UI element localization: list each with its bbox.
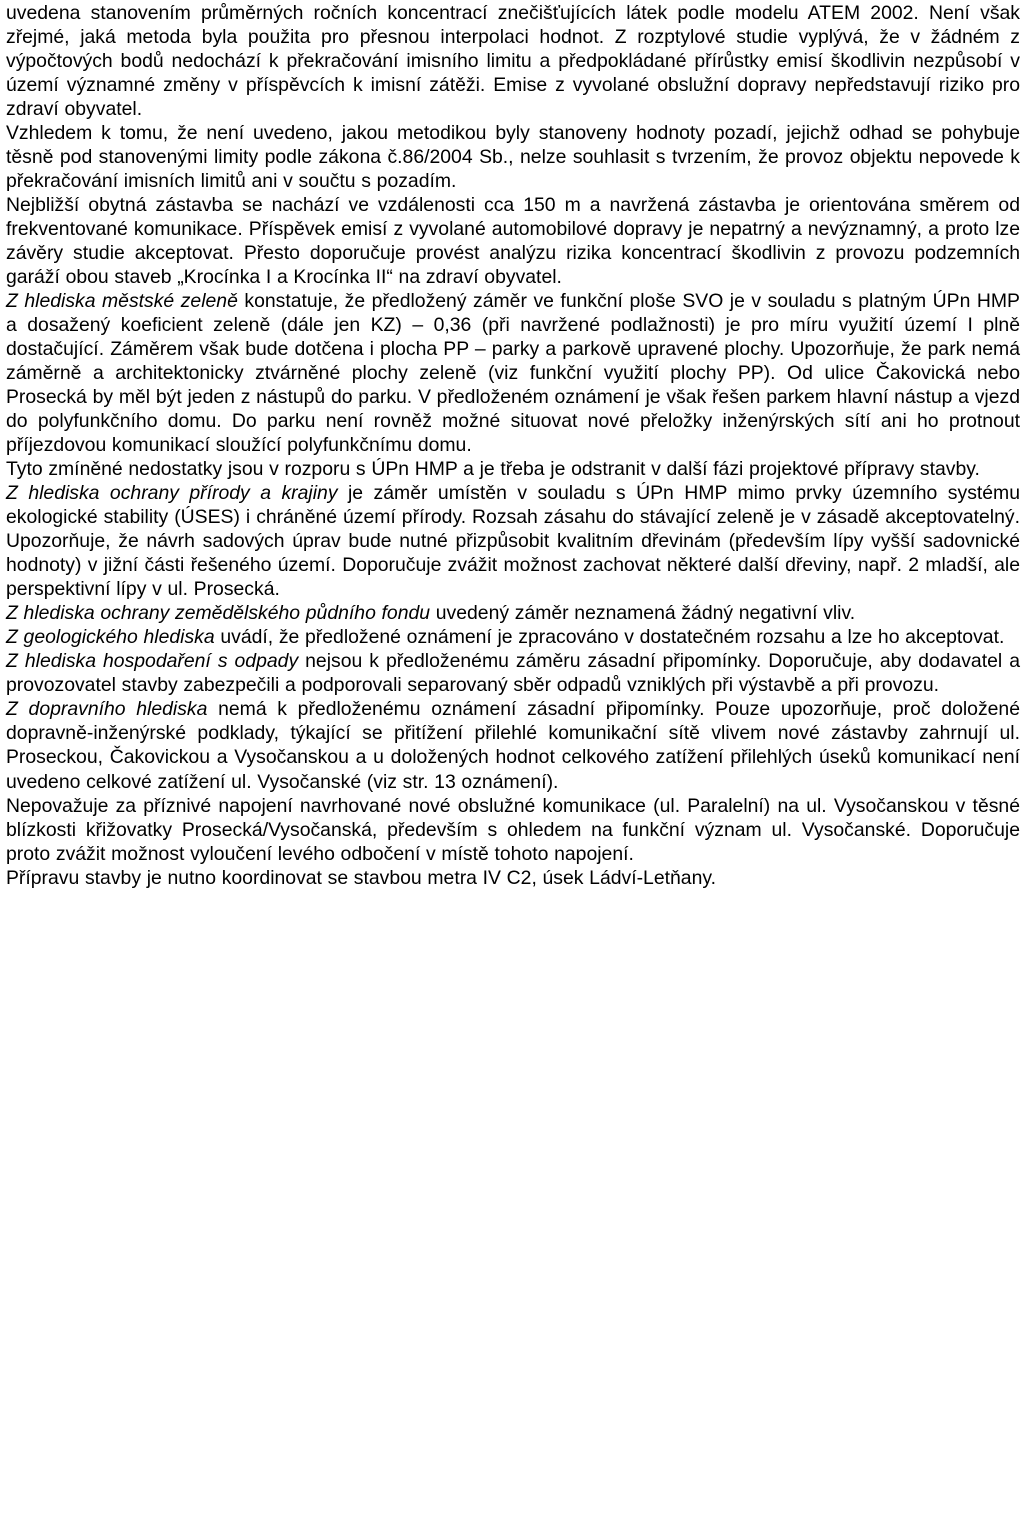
document-page: [6, 1, 1020, 890]
paragraph-urban-greenery: [6, 289, 1020, 457]
paragraph-text: uvedena stanovením průměrných ročních koncentrací znečišťujících látek podle modelu ATEM 2002. Není však zřejmé, jaká metoda byla použita pro přesnou interpolaci hodnot. Z rozptylové studie vyplývá, že v žádném z výpočtových bodů nedochází k překračování imisního limitu a předpokládané přírůstky emisí škodlivin nezpůsobí v území významné změny v příspěvcích k imisní zátěži. Emise z vyvolané obslužní dopravy nepředstavují riziko pro zdraví obyvatel.: [6, 2, 1020, 121]
paragraph-transport: [6, 697, 1020, 793]
paragraph-text: uvedený záměr neznamená žádný negativní vliv.: [430, 602, 856, 625]
paragraph-background-values: [6, 121, 1020, 193]
paragraph-text: Tyto zmíněné nedostatky jsou v rozporu s ÚPn HMP a je třeba je odstranit v další fázi projektové přípravy stavby.: [6, 458, 980, 481]
paragraph-metro-coordination: [6, 866, 1020, 890]
paragraph-geology: [6, 625, 1020, 649]
paragraph-text: nejsou k předloženému záměru zásadní připomínky. Doporučuje, aby dodavatel a provozovatel stavby zabezpečili a podporovali separovaný sběr odpadů vzniklých při výstavbě a při provozu.: [6, 650, 1020, 697]
paragraph-nature-protection: [6, 481, 1020, 601]
paragraph-text: nemá k předloženému oznámení zásadní připomínky. Pouze upozorňuje, proč doložené dopravně-inženýrské podklady, týkající se přitížení přilehlé komunikační sítě vlivem nové zástavby zahrnují ul. Proseckou, Čakovickou a Vysočanskou a u doložených hodnot celkového zatížení přilehlých úseků komunikací není uvedeno celkové zatížení ul. Vysočanské (viz str. 13 oznámení).: [6, 698, 1020, 793]
paragraph-deficiencies: [6, 457, 1020, 481]
paragraph-text: konstatuje, že předložený záměr ve funkční ploše SVO je v souladu s platným ÚPn HMP a dosažený koeficient zeleně (dále jen KZ) – 0,36 (při navržené podlažnosti) je pro míru využití území I plně dostačující. Záměrem však bude dotčena i plocha PP – parky a parkově upravené plochy. Upozorňuje, že park nemá záměrně a architektonicky ztvárněné plochy zeleně (viz funkční využití plochy PP). Od ulice Čakovická nebo Prosecká by měl být jeden z nástupů do parku. V předloženém oznámení je však řešen parkem hlavní nástup a vjezd do polyfunkčního domu. Do parku není rovněž možné situovat nové přeložky inženýrských sítí ani ho protnout příjezdovou komunikací sloužící polyfunkčnímu domu.: [6, 290, 1020, 457]
paragraph-agricultural-land: [6, 601, 1020, 625]
paragraph-heading: Z hlediska ochrany přírody a krajiny: [6, 482, 338, 505]
paragraph-heading: Z hlediska hospodaření s odpady: [6, 650, 299, 673]
paragraph-text: Nepovažuje za příznivé napojení navrhované nové obslužné komunikace (ul. Paralelní) na ul. Vysočanskou v těsné blízkosti křižovatky Prosecká/Vysočanská, především s ohledem na funkční význam ul. Vysočanské. Doporučuje proto zvážit možnost vyloučení levého odbočení v místě tohoto napojení.: [6, 794, 1020, 865]
paragraph-air-quality-model: [6, 1, 1020, 121]
paragraph-text: Vzhledem k tomu, že není uvedeno, jakou metodikou byly stanoveny hodnoty pozadí, jejichž odhad se pohybuje těsně pod stanovenými limity podle zákona č.86/2004 Sb., nelze souhlasit s tvrzením, že provoz objektu nepovede k překračování imisních limitů ani v součtu s pozadím.: [6, 122, 1020, 193]
paragraph-heading: Z geologického hlediska: [6, 626, 215, 649]
paragraph-text: Přípravu stavby je nutno koordinovat se stavbou metra IV C2, úsek Ládví-Letňany.: [6, 866, 717, 889]
paragraph-road-connection: [6, 794, 1020, 866]
paragraph-waste-management: [6, 649, 1020, 697]
paragraph-nearest-housing: [6, 193, 1020, 289]
paragraph-heading: Z hlediska městské zeleně: [6, 290, 238, 313]
paragraph-text: uvádí, že předložené oznámení je zpracováno v dostatečném rozsahu a lze ho akceptovat.: [214, 626, 1005, 649]
paragraph-text: je záměr umístěn v souladu s ÚPn HMP mimo prvky územního systému ekologické stability (ÚSES) i chráněné území přírody. Rozsah zásahu do stávající zeleně je v zásadě akceptovatelný. Upozorňuje, že návrh sadových úprav bude nutné přizpůsobit kvalitním dřevinám (především lípy vyšší sadovnické hodnoty) v jižní části řešeného území. Doporučuje zvážit možnost zachovat některé další dřeviny, např. 2 mladší, ale perspektivní lípy v ul. Prosecká.: [6, 482, 1020, 601]
paragraph-heading: Z hlediska ochrany zemědělského půdního fondu: [6, 602, 431, 625]
paragraph-heading: Z dopravního hlediska: [6, 698, 208, 721]
paragraph-text: Nejbližší obytná zástavba se nachází ve vzdálenosti cca 150 m a navržená zástavba je orientována směrem od frekventované komunikace. Příspěvek emisí z vyvolané automobilové dopravy je nepatrný a nevýznamný, a proto lze závěry studie akceptovat. Přesto doporučuje provést analýzu rizika koncentrací škodlivin z provozu podzemních garáží obou staveb „Krocínka I a Krocínka II“ na zdraví obyvatel.: [6, 194, 1020, 289]
